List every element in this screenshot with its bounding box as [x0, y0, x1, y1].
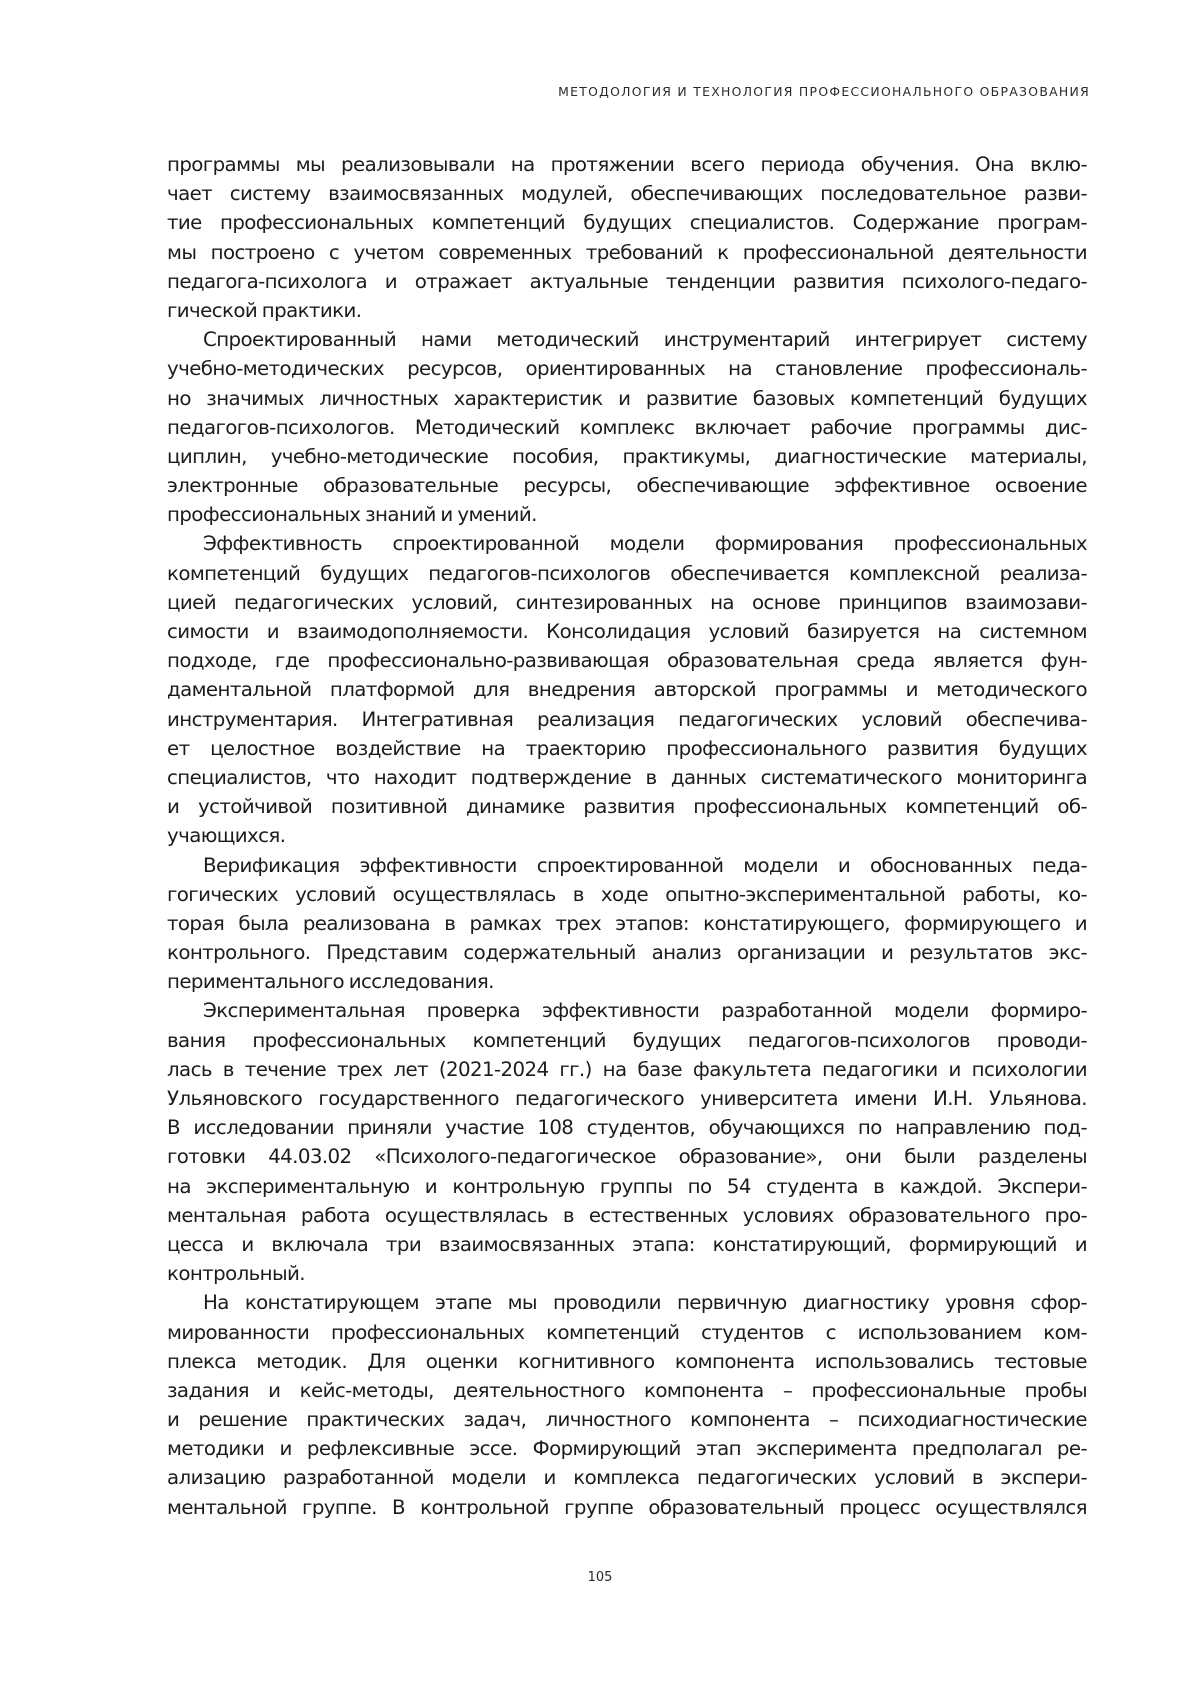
- text-line: электронные образовательные ресурсы, обеспечивающие эффективное освоение: [167, 474, 1087, 498]
- paragraph: [167, 996, 1087, 1288]
- text-line: профессиональных знаний и умений.: [167, 503, 537, 527]
- text-line: циплин, учебно-методические пособия, практикумы, диагностические материалы,: [167, 444, 1087, 468]
- paragraph: [167, 851, 1087, 997]
- text-line: программы мы реализовывали на протяжении всего периода обучения. Она вклю-: [167, 153, 1087, 176]
- text-line: Ульяновского государственного педагогического университета имени И.Н. Ульянова.: [167, 1087, 1087, 1110]
- text-line: ментальная работа осуществлялась в естественных условиях образовательного про-: [167, 1203, 1087, 1227]
- text-line: контрольного. Представим содержательный анализ организации и результатов экс-: [167, 941, 1087, 965]
- text-line: и устойчивой позитивной динамике развития профессиональных компетенций об-: [167, 795, 1087, 819]
- text-line: вания профессиональных компетенций будущих педагогов-психологов проводи-: [167, 1028, 1087, 1052]
- text-line: мированности профессиональных компетенций студентов с использованием ком-: [167, 1320, 1087, 1344]
- text-line: Эффективность спроектированной модели формирования профессиональных: [203, 532, 1087, 556]
- page-number: 105: [587, 1570, 613, 1585]
- text-line: Верификация эффективности спроектированной модели и обоснованных педа-: [203, 853, 1087, 877]
- text-line: ализацию разработанной модели и комплекса педагогических условий в экспери-: [167, 1466, 1087, 1490]
- text-line: гогических условий осуществлялась в ходе опытно-экспериментальной работы, ко-: [167, 882, 1087, 906]
- paragraph: [167, 325, 1087, 529]
- text-line: Спроектированный нами методический инструментарий интегрирует систему: [203, 328, 1087, 352]
- text-line: педагогов-психологов. Методический комплекс включает рабочие программы дис-: [167, 415, 1087, 439]
- text-line: педагога-психолога и отражает актуальные тенденции развития психолого-педаго-: [167, 269, 1087, 293]
- text-line: контрольный.: [167, 1262, 305, 1286]
- text-line: методики и рефлексивные эссе. Формирующий этап эксперимента предполагал ре-: [167, 1437, 1087, 1461]
- text-line: специалистов, что находит подтверждение в данных систематического мониторинга: [167, 765, 1087, 789]
- text-line: мы построено с учетом современных требований к профессиональной деятельности: [167, 240, 1087, 264]
- text-line: ет целостное воздействие на траекторию профессионального развития будущих: [167, 736, 1087, 760]
- text-line: цией педагогических условий, синтезированных на основе принципов взаимозави-: [167, 590, 1087, 614]
- text-line: компетенций будущих педагогов-психологов обеспечивается комплексной реализа-: [167, 561, 1087, 585]
- text-line: На констатирующем этапе мы проводили первичную диагностику уровня сфор-: [203, 1291, 1087, 1315]
- text-line: Экспериментальная проверка эффективности разработанной модели формиро-: [203, 999, 1087, 1023]
- text-line: цесса и включала три взаимосвязанных этапа: констатирующий, формирующий и: [167, 1232, 1087, 1256]
- paragraph: [167, 529, 1087, 850]
- text-line: учебно-методических ресурсов, ориентированных на становление профессиональ-: [167, 357, 1087, 381]
- text-line: периментального исследования.: [167, 970, 494, 994]
- text-line: плекса методик. Для оценки когнитивного компонента использовались тестовые: [167, 1349, 1087, 1373]
- text-line: инструментария. Интегративная реализация педагогических условий обеспечива-: [167, 707, 1087, 731]
- body-text: [167, 150, 1087, 1522]
- text-line: чает систему взаимосвязанных модулей, обеспечивающих последовательное разви-: [167, 182, 1087, 206]
- text-line: торая была реализована в рамках трех этапов: констатирующего, формирующего и: [167, 911, 1087, 935]
- text-line: ментальной группе. В контрольной группе образовательный процесс осуществлялся: [167, 1495, 1087, 1519]
- text-line: гической практики.: [167, 298, 362, 322]
- text-line: подходе, где профессионально-развивающая образовательная среда является фун-: [167, 649, 1087, 673]
- paragraph: [167, 150, 1087, 325]
- text-line: готовки 44.03.02 «Психолого-педагогическое образование», они были разделены: [167, 1145, 1087, 1169]
- running-head: МЕТОДОЛОГИЯ И ТЕХНОЛОГИЯ ПРОФЕССИОНАЛЬНОГО ОБРАЗОВАНИЯ: [558, 84, 1090, 99]
- text-line: тие профессиональных компетенций будущих специалистов. Содержание програм-: [167, 211, 1087, 235]
- text-line: задания и кейс-методы, деятельностного компонента – профессиональные пробы: [167, 1378, 1087, 1402]
- text-line: симости и взаимодополняемости. Консолидация условий базируется на системном: [167, 620, 1087, 643]
- text-line: на экспериментальную и контрольную группы по 54 студента в каждой. Экспери-: [167, 1174, 1087, 1198]
- text-line: В исследовании приняли участие 108 студентов, обучающихся по направлению под-: [167, 1116, 1087, 1140]
- text-line: лась в течение трех лет (2021-2024 гг.) на базе факультета педагогики и психологии: [167, 1057, 1087, 1081]
- text-line: но значимых личностных характеристик и развитие базовых компетенций будущих: [167, 386, 1087, 410]
- paragraph: [167, 1288, 1087, 1522]
- text-line: и решение практических задач, личностного компонента – психодиагностические: [167, 1408, 1087, 1432]
- text-line: учающихся.: [167, 824, 286, 848]
- text-line: даментальной платформой для внедрения авторской программы и методического: [167, 678, 1087, 702]
